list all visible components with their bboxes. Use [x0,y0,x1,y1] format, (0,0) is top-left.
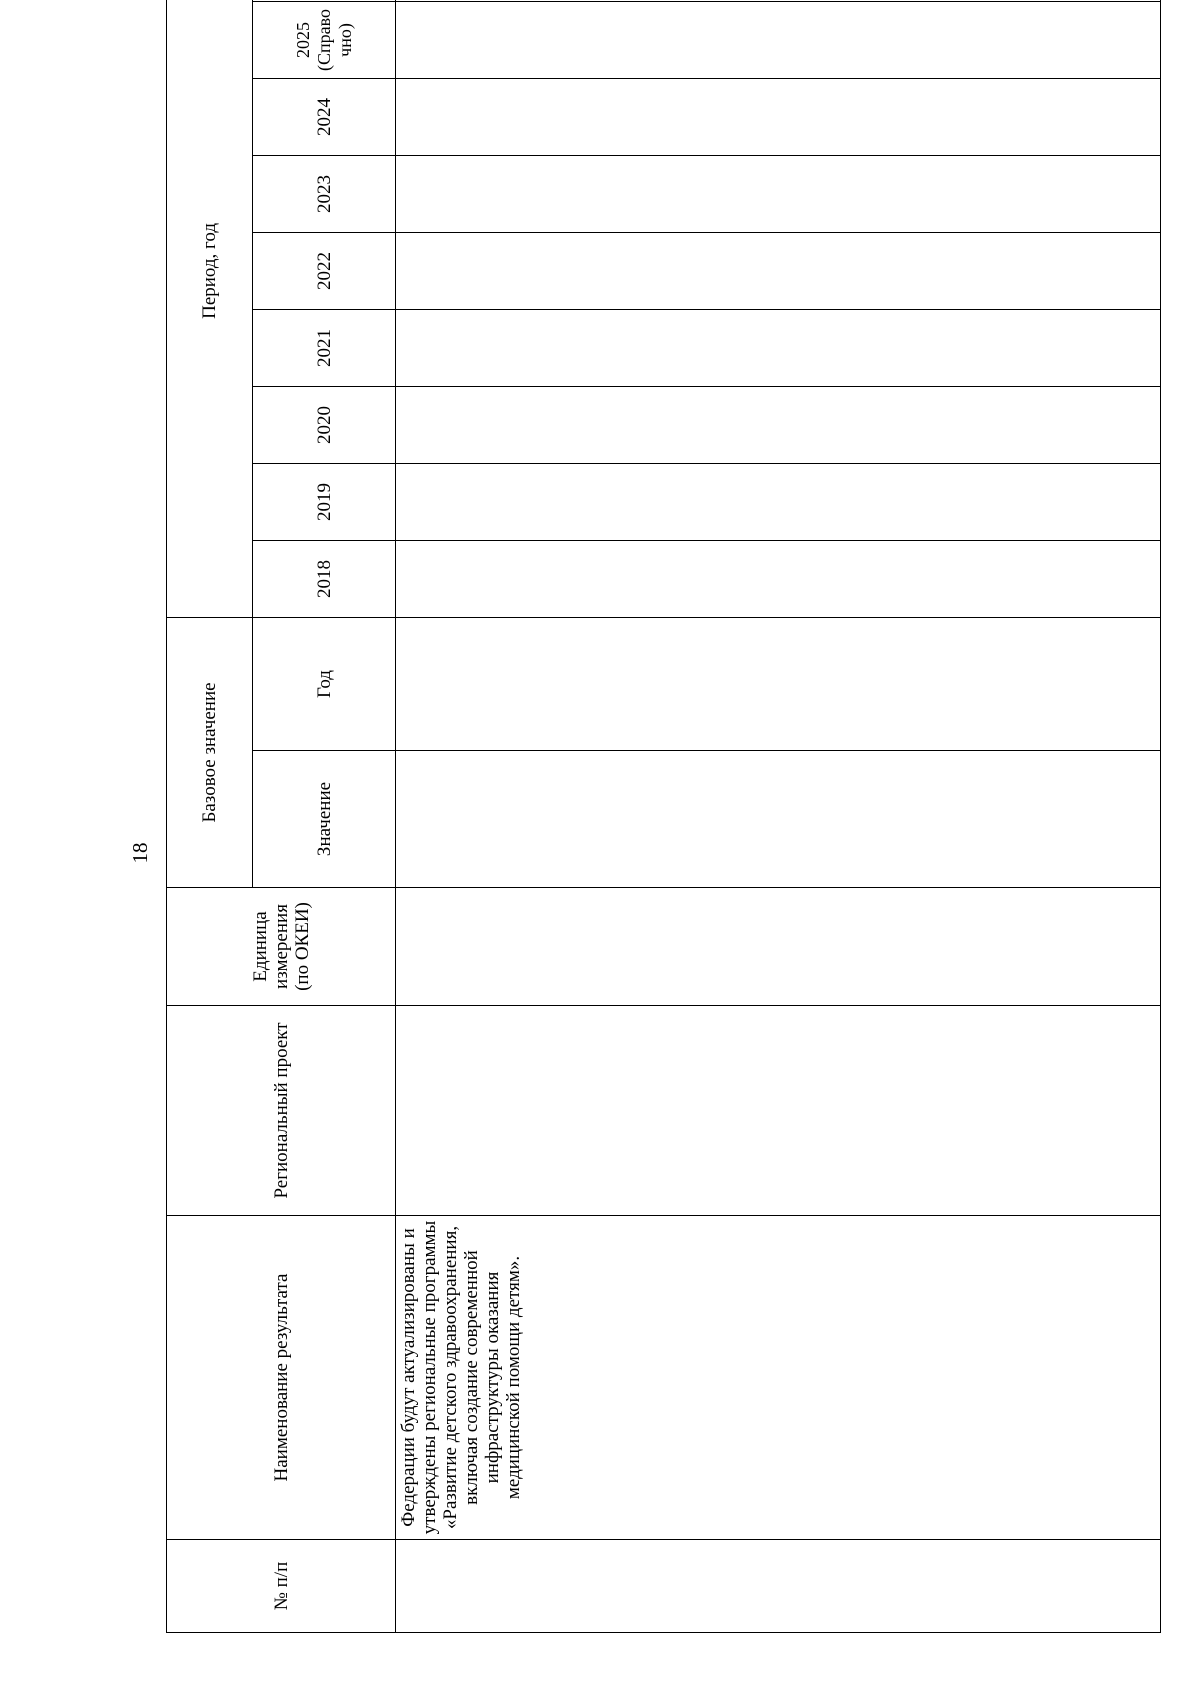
cell-year-2023 [396,155,1161,232]
header-base-value: Значение [253,751,396,888]
header-year [253,0,396,1]
header-period: Период, год [167,0,253,617]
cell-year-2021 [396,309,1161,386]
cell-base-year [396,617,1161,750]
header-year: 2025 (Справочно) [253,1,396,78]
header-year: 2018 [253,540,396,617]
cell-year-2022 [396,232,1161,309]
header-project: Региональный проект [167,1006,396,1216]
results-table [166,0,1161,1633]
table-row [396,0,1161,1633]
cell-year-2025 [396,1,1161,78]
cell-name: Федерации будут актуализированы и утверждены региональные программы «Развитие детского здравоохранения, включая создание современной инфраструктуры оказания медицинской помощи детям». [396,1216,1161,1540]
cell-year-2030 [396,0,1161,1]
header-base: Базовое значение [167,617,253,887]
cell-year-2018 [396,540,1161,617]
header-year: 2023 [253,155,396,232]
header-year: 2022 [253,232,396,309]
header-base-year: Год [253,617,396,750]
cell-year-2019 [396,463,1161,540]
header-year: 2021 [253,309,396,386]
cell-year-2024 [396,78,1161,155]
header-year: 2024 [253,78,396,155]
page-number: 18 [128,842,152,864]
cell-num [396,1540,1161,1633]
header-unit: Единица измерения (по ОКЕИ) [167,888,396,1006]
header-year: 2019 [253,463,396,540]
header-num: № п/п [167,1540,396,1633]
cell-project [396,1006,1161,1216]
cell-unit [396,888,1161,1006]
cell-year-2020 [396,386,1161,463]
header-name: Наименование результата [167,1216,396,1540]
cell-base-value [396,751,1161,888]
header-year: 2020 [253,386,396,463]
